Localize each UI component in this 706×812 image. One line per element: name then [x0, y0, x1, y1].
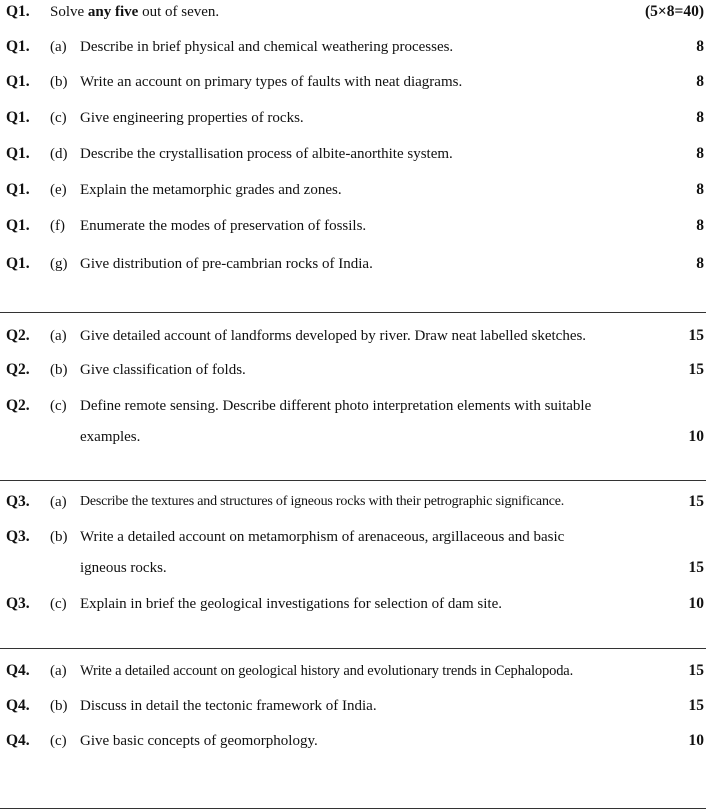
question-row	[0, 661, 706, 681]
question-text: Discuss in detail the tectonic framework of India.	[80, 698, 377, 714]
question-text: Write a detailed account on geological history and evolutionary trends in Cephalopoda.	[80, 663, 574, 679]
question-row-continuation	[0, 427, 706, 447]
question-part: (c)	[50, 733, 67, 749]
question-text-continuation: igneous rocks.	[80, 560, 167, 576]
question-part: (a)	[50, 39, 67, 55]
section-divider	[0, 312, 706, 313]
question-row	[0, 396, 706, 416]
question-number: Q1.	[6, 145, 30, 162]
question-marks: 15	[688, 493, 704, 510]
question-part: (c)	[50, 398, 67, 414]
section-divider	[0, 648, 706, 649]
question-number: Q1.	[6, 3, 30, 20]
question-text: Describe the crystallisation process of albite-anorthite system.	[80, 146, 453, 162]
question-marks: 15	[688, 697, 704, 714]
question-marks: 8	[696, 73, 704, 90]
question-marks: 10	[688, 732, 704, 749]
question-part: (b)	[50, 529, 68, 545]
question-number: Q2.	[6, 397, 30, 414]
question-marks: 8	[696, 38, 704, 55]
question-part: (b)	[50, 698, 68, 714]
question-row	[0, 254, 706, 274]
question-number: Q3.	[6, 528, 30, 545]
question-part: (c)	[50, 596, 67, 612]
question-row	[0, 180, 706, 200]
question-marks: 8	[696, 109, 704, 126]
question-number: Q4.	[6, 732, 30, 749]
question-text: Write an account on primary types of faults with neat diagrams.	[80, 74, 463, 90]
question-row	[0, 360, 706, 380]
question-text: Give basic concepts of geomorphology.	[80, 733, 318, 749]
question-row	[0, 108, 706, 128]
question-text: Describe the textures and structures of igneous rocks with their petrographic significance.	[80, 494, 565, 509]
section1-instruction-row	[0, 2, 706, 22]
question-text: Explain in brief the geological investigations for selection of dam site.	[80, 596, 502, 612]
question-number: Q3.	[6, 595, 30, 612]
question-text-continuation: examples.	[80, 429, 141, 445]
question-text: Give detailed account of landforms developed by river. Draw neat labelled sketches.	[80, 328, 587, 344]
question-row-continuation	[0, 558, 706, 578]
question-part: (d)	[50, 146, 68, 162]
question-marks: 15	[688, 361, 704, 378]
question-marks: 8	[696, 217, 704, 234]
question-row	[0, 696, 706, 716]
question-row	[0, 216, 706, 236]
question-part: (b)	[50, 74, 68, 90]
question-marks: 10	[688, 428, 704, 445]
question-row	[0, 731, 706, 751]
question-part: (b)	[50, 362, 68, 378]
question-marks: 8	[696, 181, 704, 198]
question-number: Q1.	[6, 217, 30, 234]
question-part: (e)	[50, 182, 67, 198]
question-row	[0, 492, 706, 512]
question-number: Q4.	[6, 697, 30, 714]
question-text: Enumerate the modes of preservation of fossils.	[80, 218, 367, 234]
question-marks: 15	[688, 327, 704, 344]
question-number: Q1.	[6, 73, 30, 90]
question-text: Write a detailed account on metamorphism of arenaceous, argillaceous and basic	[80, 529, 565, 545]
question-row	[0, 326, 706, 346]
question-number: Q1.	[6, 109, 30, 126]
question-marks: 15	[688, 662, 704, 679]
question-text: Give engineering properties of rocks.	[80, 110, 304, 126]
question-row	[0, 144, 706, 164]
question-text: Give classification of folds.	[80, 362, 246, 378]
question-part: (a)	[50, 328, 67, 344]
instruction-pre: Solve	[50, 4, 88, 20]
question-number: Q1.	[6, 255, 30, 272]
question-part: (a)	[50, 663, 67, 679]
question-row	[0, 527, 706, 547]
instruction-post: out of seven.	[138, 4, 220, 20]
question-number: Q1.	[6, 181, 30, 198]
question-number: Q4.	[6, 662, 30, 679]
question-marks: 8	[696, 255, 704, 272]
instruction-bold: any five	[87, 4, 139, 20]
section1-instruction	[50, 2, 219, 22]
question-number: Q1.	[6, 38, 30, 55]
question-marks: 8	[696, 145, 704, 162]
question-row	[0, 37, 706, 57]
question-part: (f)	[50, 218, 65, 234]
question-number: Q2.	[6, 327, 30, 344]
question-number: Q3.	[6, 493, 30, 510]
section-divider	[0, 808, 706, 809]
question-part: (a)	[50, 494, 67, 510]
question-text: Explain the metamorphic grades and zones.	[80, 182, 342, 198]
question-number: Q2.	[6, 361, 30, 378]
question-text: Give distribution of pre-cambrian rocks of India.	[80, 256, 373, 272]
question-part: (g)	[50, 256, 68, 272]
section-divider	[0, 480, 706, 481]
question-row	[0, 72, 706, 92]
question-row	[0, 594, 706, 614]
question-text: Define remote sensing. Describe different photo interpretation elements with suitable	[80, 398, 592, 414]
question-text: Describe in brief physical and chemical weathering processes.	[80, 39, 454, 55]
section1-total-marks: (5×8=40)	[645, 3, 704, 20]
question-marks: 15	[688, 559, 704, 576]
question-part: (c)	[50, 110, 67, 126]
question-marks: 10	[688, 595, 704, 612]
